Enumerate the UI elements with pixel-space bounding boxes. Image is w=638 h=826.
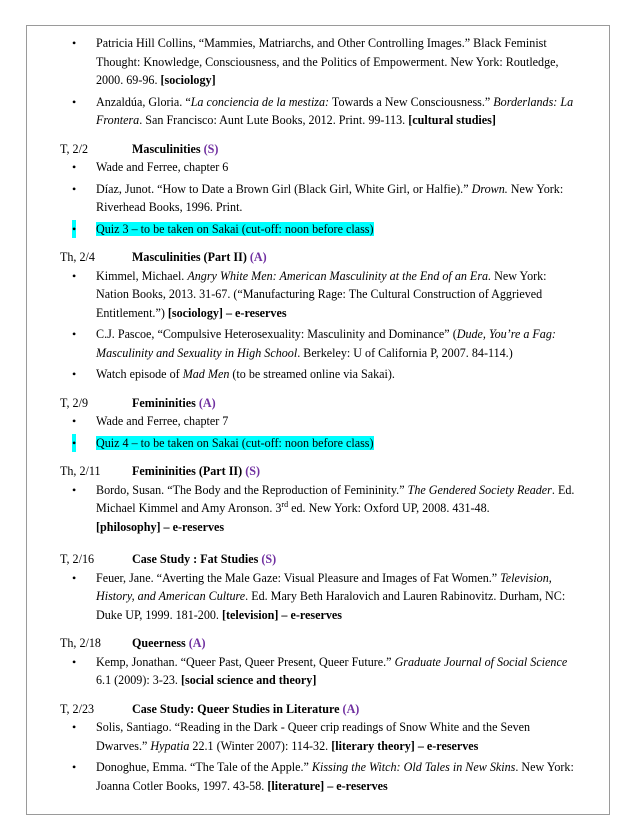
citation-text: Patricia Hill Collins, “Mammies, Matriarchs, and Other Controlling Images.” Black Feminist Thought: Knowledge, Consciousness, and the Politics of Empowerment. New York: Routledge, 2000. 69-96. [96,36,559,87]
citation-text: C.J. Pascoe, “Compulsive Heterosexuality: Masculinity and Dominance” ( [96,327,457,341]
session-queerness [60,634,580,690]
discipline-tag: [cultural studies] [408,113,496,127]
reading-list [60,267,580,384]
session-masculinities [60,140,580,239]
list-item [60,325,580,362]
session-date: Th, 2/4 [60,250,95,264]
session-header [60,700,580,719]
citation-text: Donoghue, Emma. “The Tale of the Apple.” [96,760,312,774]
quiz-text: Quiz 4 – to be taken on Sakai (cut-off: noon before class) [96,435,374,450]
citation-text: Feuer, Jane. “Averting the Male Gaze: Visual Pleasure and Images of Fat Women.” [96,570,501,585]
citation-italic: Kissing the Witch: Old Tales in New Skins [311,760,516,774]
session-queer-studies-literature [60,700,580,796]
top-reading-list [60,34,580,130]
discipline-tag: [literary theory] – e-reserves [331,738,479,753]
session-title: Femininities (A) [132,395,216,410]
citation-italic: Drown. [471,181,508,196]
list-item [60,158,580,177]
quiz-item [60,220,580,239]
reading-list [60,158,580,238]
session-title: Case Study : Fat Studies (S) [132,552,277,566]
list-item [60,653,580,690]
citation-italic: The Gendered Society Reader [407,482,552,497]
citation-text: (to be streamed online via Sakai). [229,367,395,381]
list-item [60,34,580,90]
session-header [60,634,580,653]
session-fat-studies [60,550,580,624]
citation-text: . Ed. Mary Beth Haralovich and Lauren Rabinovitz. Durham, NC: Duke UP, 1999. 181-200. [96,589,566,622]
list-item [60,412,580,431]
citation-text: Wade and Ferree, chapter 7 [96,414,229,428]
citation-text: Díaz, Junot. “How to Date a Brown Girl (Black Girl, White Girl, or Halfie).” [96,181,472,196]
citation-text: . San Francisco: Aunt Lute Books, 2012. Print. 99-113. [139,113,406,127]
discipline-tag: [television] – e-reserves [221,607,342,622]
session-code: (S) [261,552,277,566]
citation-text: . Ed. Michael Kimmel and Amy Aronson. 3 [96,482,575,515]
session-title: Queerness (A) [132,636,206,650]
reading-list [60,718,580,795]
citation-italic: Graduate Journal of Social Science [394,654,568,669]
quiz-text: Quiz 3 – to be taken on Sakai (cut-off: noon before class) [96,221,374,236]
discipline-tag: [sociology] – e-reserves [167,305,287,320]
session-title: Femininities (Part II) (S) [132,464,260,478]
bullet-icon: • [72,760,77,774]
citation-italic: Hypatia [150,738,190,753]
citation-text: Solis, Santiago. “Reading in the Dark - Queer crip readings of Snow White and the Seven Dwarves.” [96,720,531,753]
session-date: T, 2/2 [60,141,88,156]
reading-list [60,481,580,537]
bullet-icon: • [72,482,77,497]
citation-text: . Berkeley: U of California P, 2007. 84-114.) [297,345,513,360]
session-code: (S) [245,464,260,478]
list-item [60,758,580,795]
list-item [60,180,580,217]
session-date: Th, 2/11 [60,464,101,478]
session-header [60,462,580,481]
list-item [60,569,580,625]
session-code: (A) [188,636,206,650]
session-header [60,394,580,413]
session-date: T, 2/9 [60,395,88,410]
bullet-icon: • [72,654,77,669]
bullet-icon: • [72,94,77,109]
discipline-tag: [sociology] [160,73,216,87]
session-code: (A) [342,701,360,716]
bullet-icon: • [72,268,77,283]
session-code: (A) [249,250,267,264]
session-title: Case Study: Queer Studies in Literature (A) [132,701,360,716]
session-femininities-part-2 [60,462,580,536]
session-header [60,248,580,267]
discipline-tag: [philosophy] – e-reserves [96,519,225,534]
reading-list [60,412,580,452]
session-date: T, 2/23 [60,701,95,716]
bullet-icon: • [72,327,77,341]
citation-italic: Angry White Men: American Masculinity at the End of an Era. [187,268,492,283]
citation-text: New York: Nation Books, 2013. 31-67. (“Manufacturing Rage: The Cultural Construction of Aggrieved Entitlement.”) [96,268,547,320]
citation-text: Bordo, Susan. “The Body and the Reproduction of Femininity.” [96,482,408,497]
session-date: Th, 2/18 [60,636,101,650]
list-item [60,365,580,384]
citation-text: New York: Riverhead Books, 1996. Print. [96,181,564,214]
citation-italic: Mad Men [182,367,230,381]
session-date: T, 2/16 [60,552,95,566]
bullet-icon: • [72,414,77,428]
bullet-icon: • [72,367,77,381]
citation-italic: Dude, You’re a Fag: Masculinity and Sexuality in High School [96,327,556,360]
citation-text: . New York: Joanna Cotler Books, 1997. 43-58. [96,760,574,793]
list-item [60,481,580,537]
session-code: (A) [198,395,216,410]
session-masculinities-part-2 [60,248,580,384]
list-item [60,267,580,323]
session-code: (S) [203,141,219,156]
citation-text: Anzaldúa, Gloria. “ [96,94,191,109]
bullet-icon: • [72,160,77,174]
citation-text: Kimmel, Michael. [96,268,188,283]
reading-list [60,653,580,690]
citation-text: Wade and Ferree, chapter 6 [96,160,229,174]
list-item [60,718,580,755]
session-title: Masculinities (Part II) (A) [132,250,267,264]
reading-list [60,569,580,625]
bullet-icon: • [72,220,76,239]
citation-text: 22.1 (Winter 2007): 114-32. [189,738,329,753]
bullet-icon: • [72,434,76,453]
citation-text: 6.1 (2009): 3-23. [96,673,178,687]
citation-italic: La conciencia de la mestiza: [190,94,330,109]
list-item [60,93,580,130]
citation-text: Kemp, Jonathan. “Queer Past, Queer Present, Queer Future.” [96,654,395,669]
session-header [60,550,580,569]
session-header [60,140,580,159]
bullet-icon: • [72,181,77,196]
discipline-tag: [social science and theory] [181,673,317,687]
citation-text: Watch episode of [96,367,183,381]
citation-text: Towards a New Consciousness.” [329,94,494,109]
superscript: rd [281,499,289,509]
citation-italic: Television, History, and American Culture [96,570,552,603]
bullet-icon: • [72,720,77,734]
quiz-item [60,434,580,453]
discipline-tag: [literature] – e-reserves [267,778,388,793]
session-title: Masculinities (S) [132,141,219,156]
citation-italic: Borderlands: La Frontera [96,94,574,127]
citation-text: ed. New York: Oxford UP, 2008. 431-48. [288,501,490,515]
bullet-icon: • [72,570,77,585]
syllabus-content [60,34,580,798]
bullet-icon: • [72,36,77,50]
session-femininities [60,394,580,453]
